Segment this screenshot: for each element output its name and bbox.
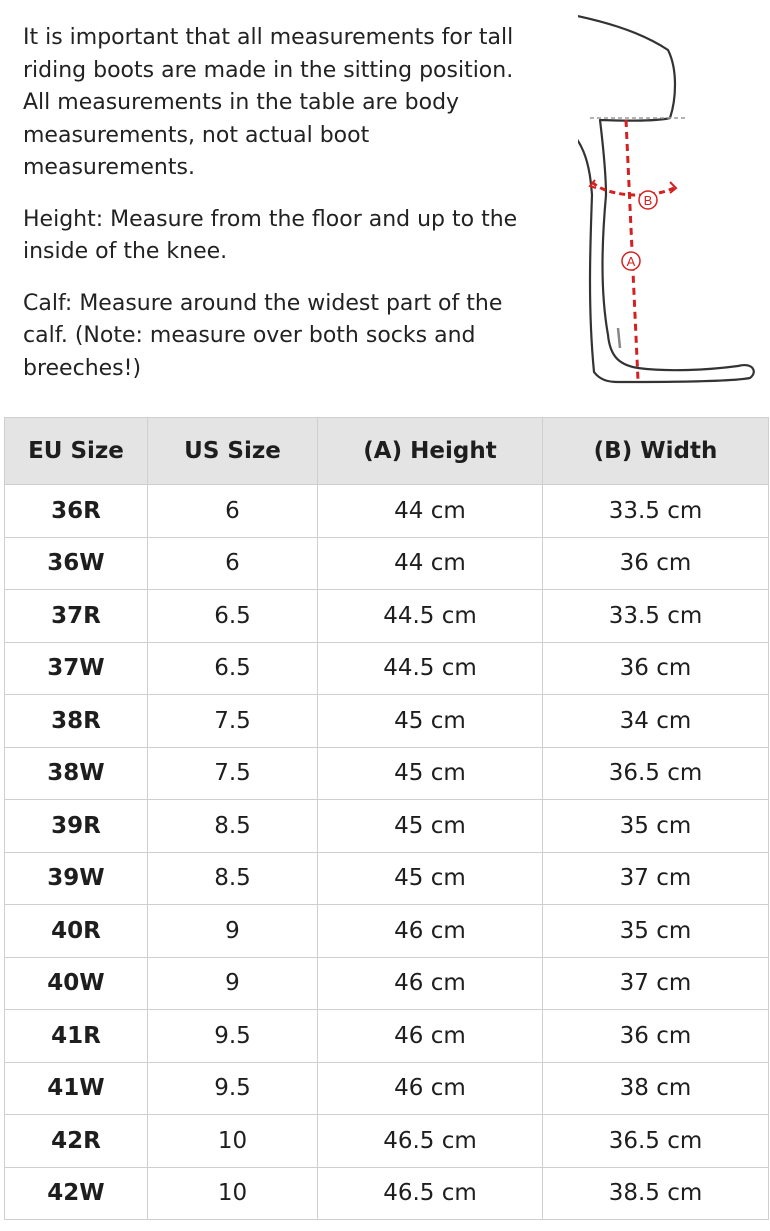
cell-eu-size: 36W — [5, 537, 148, 590]
table-row — [5, 747, 769, 800]
table-row — [5, 1115, 769, 1168]
cell-us-size: 9.5 — [148, 1010, 318, 1063]
cell-eu-size: 37R — [5, 590, 148, 643]
table-header-row — [5, 418, 769, 485]
cell-eu-size: 38R — [5, 695, 148, 748]
cell-eu-size: 36R — [5, 485, 148, 538]
cell-width: 36 cm — [543, 1010, 769, 1063]
table-row — [5, 852, 769, 905]
cell-width: 37 cm — [543, 852, 769, 905]
cell-height: 46 cm — [318, 1010, 543, 1063]
cell-width: 33.5 cm — [543, 590, 769, 643]
cell-height: 46.5 cm — [318, 1167, 543, 1220]
table-row — [5, 957, 769, 1010]
cell-us-size: 6 — [148, 537, 318, 590]
cell-width: 37 cm — [543, 957, 769, 1010]
cell-us-size: 6 — [148, 485, 318, 538]
cell-height: 46.5 cm — [318, 1115, 543, 1168]
cell-height: 44.5 cm — [318, 642, 543, 695]
cell-us-size: 8.5 — [148, 852, 318, 905]
cell-width: 36.5 cm — [543, 747, 769, 800]
cell-width: 36.5 cm — [543, 1115, 769, 1168]
cell-height: 44.5 cm — [318, 590, 543, 643]
size-chart-table — [4, 417, 769, 1220]
cell-height: 44 cm — [318, 485, 543, 538]
header-width: (B) Width — [543, 418, 769, 485]
cell-eu-size: 38W — [5, 747, 148, 800]
cell-width: 36 cm — [543, 537, 769, 590]
cell-us-size: 7.5 — [148, 695, 318, 748]
instructions — [23, 22, 523, 404]
cell-us-size: 7.5 — [148, 747, 318, 800]
table-row — [5, 695, 769, 748]
table-row — [5, 642, 769, 695]
cell-width: 35 cm — [543, 800, 769, 853]
cell-height: 45 cm — [318, 852, 543, 905]
leg-measurement-icon — [578, 10, 763, 390]
cell-us-size: 10 — [148, 1167, 318, 1220]
knee-crease — [618, 328, 620, 348]
cell-width: 34 cm — [543, 695, 769, 748]
instruction-sitting: It is important that all measurements for tall riding boots are made in the sitting position. All measurements in the table are body measurements, not actual boot measurements. — [23, 25, 514, 180]
header-us-size: US Size — [148, 418, 318, 485]
table-row — [5, 1010, 769, 1063]
cell-width: 35 cm — [543, 905, 769, 958]
cell-eu-size: 39W — [5, 852, 148, 905]
cell-us-size: 10 — [148, 1115, 318, 1168]
table-row — [5, 800, 769, 853]
cell-eu-size: 37W — [5, 642, 148, 695]
cell-height: 44 cm — [318, 537, 543, 590]
table-row — [5, 905, 769, 958]
cell-height: 45 cm — [318, 800, 543, 853]
table-row — [5, 537, 769, 590]
cell-height: 45 cm — [318, 747, 543, 800]
cell-us-size: 9 — [148, 957, 318, 1010]
table-row — [5, 1062, 769, 1115]
table-row — [5, 485, 769, 538]
label-b: B — [643, 193, 653, 208]
height-line-a — [626, 120, 638, 380]
cell-width: 36 cm — [543, 642, 769, 695]
leg-outline — [578, 14, 754, 382]
cell-eu-size: 42R — [5, 1115, 148, 1168]
cell-height: 45 cm — [318, 695, 543, 748]
cell-us-size: 8.5 — [148, 800, 318, 853]
cell-width: 38 cm — [543, 1062, 769, 1115]
cell-eu-size: 39R — [5, 800, 148, 853]
cell-height: 46 cm — [318, 957, 543, 1010]
cell-height: 46 cm — [318, 905, 543, 958]
cell-eu-size: 40R — [5, 905, 148, 958]
cell-eu-size: 40W — [5, 957, 148, 1010]
instruction-height: Height: Measure from the floor and up to the inside of the knee. — [23, 206, 518, 264]
cell-height: 46 cm — [318, 1062, 543, 1115]
cell-width: 38.5 cm — [543, 1167, 769, 1220]
cell-us-size: 6.5 — [148, 590, 318, 643]
cell-us-size: 9 — [148, 905, 318, 958]
table-row — [5, 590, 769, 643]
cell-eu-size: 42W — [5, 1167, 148, 1220]
cell-eu-size: 41R — [5, 1010, 148, 1063]
label-a: A — [626, 254, 636, 269]
table-row — [5, 1167, 769, 1220]
instruction-calf: Calf: Measure around the widest part of the calf. (Note: measure over both socks and breeches!) — [23, 290, 503, 381]
header-eu-size: EU Size — [5, 418, 148, 485]
header-height: (A) Height — [318, 418, 543, 485]
cell-us-size: 6.5 — [148, 642, 318, 695]
cell-width: 33.5 cm — [543, 485, 769, 538]
cell-eu-size: 41W — [5, 1062, 148, 1115]
cell-us-size: 9.5 — [148, 1062, 318, 1115]
